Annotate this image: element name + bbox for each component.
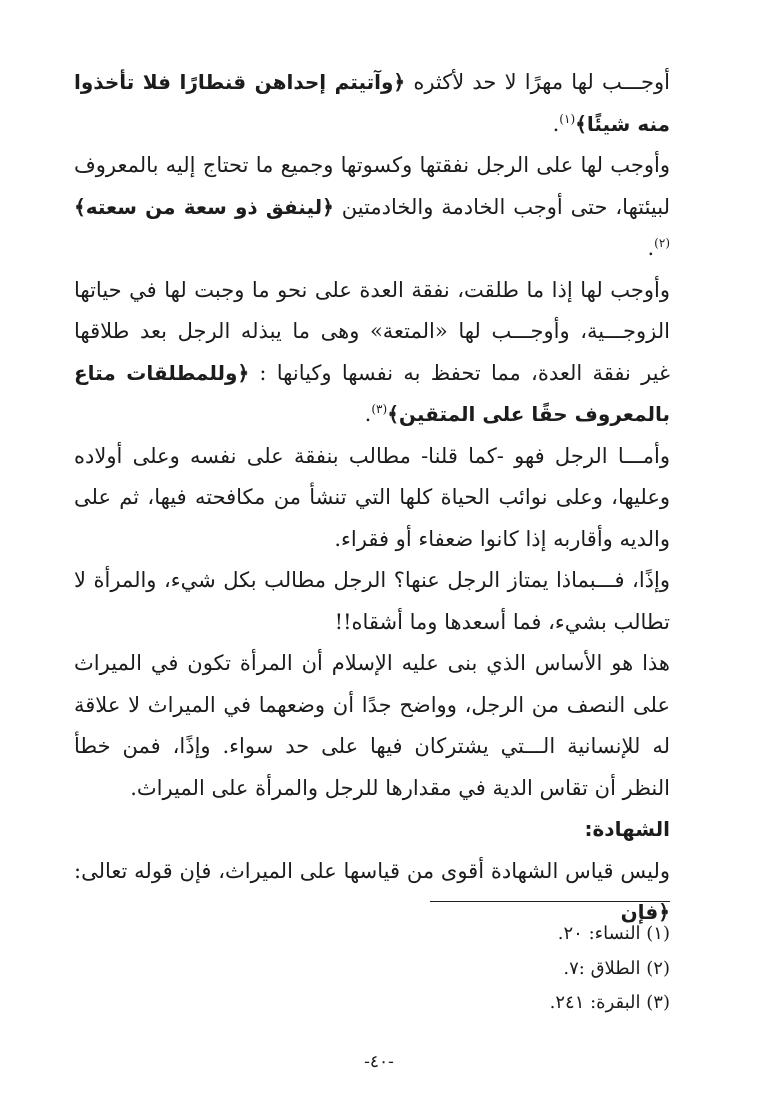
footnote-divider xyxy=(430,901,670,902)
paragraph-imtiyaz: وإذًا، فـــبماذا يمتاز الرجل عنها؟ الرجل مطالب بكل شيء، والمرأة لا تطالب بشيء، فما أسعدها وما أشقاه!! xyxy=(74,568,670,634)
paragraph-text: أوجـــب لها مهرًا لا حد لأكثره xyxy=(405,70,670,94)
page-body xyxy=(74,62,670,934)
paragraph-nafaqa xyxy=(74,145,670,270)
paragraph-text: . xyxy=(364,402,372,426)
paragraph-mirath: هذا هو الأساس الذي بنى عليه الإسلام أن المرأة تكون في الميراث على النصف من الرجل، وواضح جدًا أن وضعهما في الميراث لا علاقة له للإنسانية الـــتي يشتركان فيها على حد سواء. وإذًا، فمن خطأ النظر أن تقاس الدية في مقدارها للرجل والمرأة على الميراث. xyxy=(74,651,670,800)
footnote-item: (١) النساء: ٢٠. xyxy=(557,923,670,944)
footnote-ref: (٣) xyxy=(371,402,388,416)
footnotes xyxy=(370,917,670,1021)
paragraph-text: . xyxy=(552,111,560,136)
paragraph-text: وليس قياس الشهادة أقوى من قياسها على الميراث، فإن قوله تعالى: xyxy=(74,858,670,883)
footnote-item: (٢) الطلاق :٧. xyxy=(563,957,670,979)
paragraph-rajul: وأمـــا الرجل فهو -كما قلنا- مطالب بنفقة على نفسه وعلى أولاده وعليها، وعلى نوائب الحياة كلها التي تنشأ من مكافحته فيها، ثم على والديه وأقاربه إذا كانوا ضعفاء أو فقراء. xyxy=(74,443,670,551)
paragraph-text: وأوجب لها على الرجل نفقتها وكسوتها وجميع ما تحتاج إليه بالمعروف لبيئتها، حتى أوجب الخادمة والخادمتين xyxy=(74,153,670,219)
footnote-ref: (٢) xyxy=(654,236,670,250)
quran-verse: ﴿لينفق ذو سعة من سعته﴾ xyxy=(74,194,334,219)
page-number: -٤٠- xyxy=(364,1052,394,1072)
quran-verse: ﴿فإن xyxy=(620,900,670,924)
quran-verse: ﴿وللمطلقات متاع بالمعروف حقًا على المتقين﴾ xyxy=(74,360,670,426)
paragraph-talaq xyxy=(74,270,670,436)
paragraph-text: . xyxy=(647,236,655,260)
paragraph-mahr xyxy=(74,62,670,145)
paragraph-text: وأوجب لها إذا ما طلقت، نفقة العدة على نحو ما وجبت لها في حياتها الزوجـــية، وأوجـــب لها «المتعة» وهى ما يبذله الرجل بعد طلاقها غير نفقة العدة، مما تحفظ به نفسها وكيانها : xyxy=(74,277,670,385)
section-heading: الشهادة: xyxy=(584,817,670,841)
quran-verse: ﴿وآتيتم إحداهن قنطارًا فلا تأخذوا منه شيئًا﴾ xyxy=(74,70,670,136)
footnote-item: (٣) البقرة: ٢٤١. xyxy=(549,992,670,1013)
footnote-ref: (١) xyxy=(559,111,576,126)
